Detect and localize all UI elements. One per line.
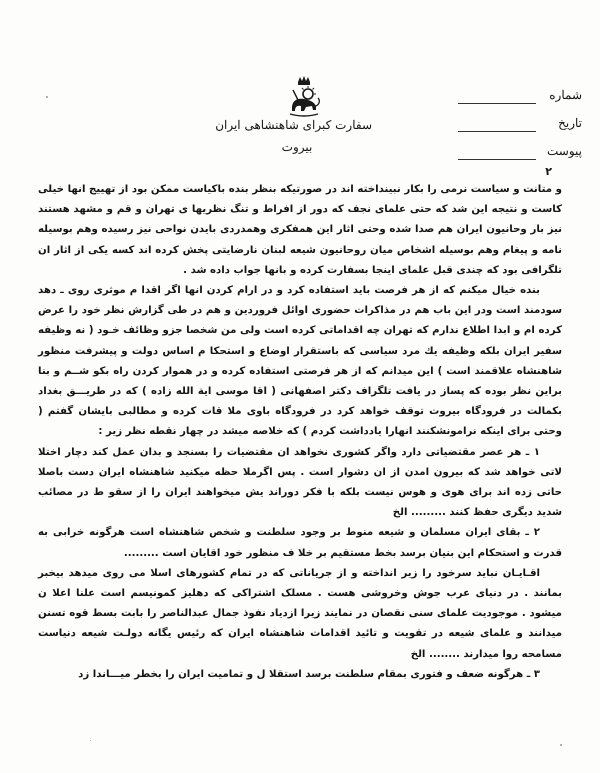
- paragraph-4: ۲ ـ بقای ایران مسلمان و شیعه منوط بر وجود سلطنت و شخص شاهنشاه است هرگونه خرابی به قدرت و استحکام این بنیان برسد بخط مستقیم بر خلا ف منظور خود اقایان است .........: [38, 527, 562, 559]
- date-line: [458, 131, 536, 132]
- scan-speck: [90, 740, 91, 741]
- number-label: شماره: [549, 88, 582, 102]
- page-number: ۲: [545, 165, 552, 178]
- paragraph-3: ۱ ـ هر عصر مقتضیاتی دارد واگر کشوری نخواهد ان مقتضیات را بسنجد و بدان عمل کند دچار اختلا لاتی خواهد شد که بیرون امدن از ان دشوار است . پس اگرملا حظه میکنید شاهنشاه ایران دست باصلا حاتی زده اند برای هوی و هوس نیست بلکه با فکر دوراند یش میخواهند ایران را از سقو ط در مصائب شدید دیگری حفظ کنند ......... الخ: [38, 446, 562, 519]
- paragraph-2: بنده خیال میکنم که از هر فرصت باید استفاده کرد و در ارام کردن انها اگر اقدا م موثری روی ـ دهد سودمند است ودر این باب هم در مذاکرات حضوری اوائل فروردین و هم در طی گزارش نظر خود را عرض کرده ام و ابدا اطلاع ندارم که تهران چه اقداماتی کرده است ولی من شخصا جزو وظائف خـود ( نه وظیفه سفیر ایران بلکه وظیفه یك مرد سیاسی که باستقرار اوضاع و استحکا م اساس دولت و پیشرفت منظور شاهنشاه علاقمند است ) این میدانم که از هر فرصتی استفاده کرده و در هموار کردن راه بکو شــم و بنا براین نظر بوده که پساز در یافت تلگراف دکتر اصفهانی ( اقا موسی ایة الله زاده ) که در طریـــق بغداد بکمالت در فرودگاه بیروت توقف خواهد کرد در فرودگاه باوی ملا قات کرده و مطالبی بایشان گفتم ( وحتی برای اینکه نرامونشکنند انهارا یادداشت کردم ) که خلاصه میشد در چهار نقطه نظر زیر :: [38, 285, 562, 438]
- date-field: [458, 116, 582, 134]
- attachment-field: [458, 144, 582, 162]
- embassy-name: سفارت کبرای شاهنشاهی ایران: [215, 118, 372, 132]
- attachment-line: [458, 159, 536, 160]
- lion-and-sun-crown-emblem-icon: [284, 74, 324, 118]
- paragraph-1: و متانت و سیاست نرمی را بکار نبینداخته اند در صورتیکه بنظر بنده باکیاست ممکن بود از تهییج انها خیلی کاست و نتیجه این شد که حتی علمای نجف که دور از افراط و تنگ نظریها ی تهران و قم و مشهد هستند نیز بار وحانیون ایران هم صدا شده وحتی اثار این همفکری وهمدردی بایدن نواحی نیز رسیده وهم بوسیله نامه و پیغام وهم بوسیله اشخاص میان روحانیون شیعه لبنان نارضایتی پخش کرده اند کسه یکی از اثار ان تلگرافی بود که چندی قبل علمای اینجا بسفارت کرده و بانها جواب داده شد .: [38, 184, 562, 276]
- scan-speck: [46, 96, 48, 98]
- attachment-label: پیوست: [547, 144, 582, 158]
- number-line: [458, 103, 536, 104]
- embassy-city: بیروت: [281, 140, 313, 154]
- number-field: [458, 88, 582, 106]
- letter-body: [38, 180, 562, 685]
- paragraph-5: اقـایـان نباید سرخود را زیر انداخته و از جریاناتی که در تمام کشورهای اسلا می روی میدهد بیخبر بمانند . در دنیای عرب جوش وخروشی هست . مسلک اشتراکی که دهلیز کمونیسم است علنا اعلا ن میشود . موجودیت علمای سنی نقصان در نمایند زیرا ازدیاد نفوذ جمال عبدالناصر را بابت بسط قوه تسنن میدانند و علمای شیعه در تقویت و تائید اقدامات شاهنشاه ایران که رئیس یگانه دولـت شیعه دنیاست مسامحه روا میدارند ........ الخ: [38, 567, 562, 660]
- scan-speck: [560, 744, 562, 746]
- paragraph-6: ۳ ـ هرگونه ضعف و فتوری بمقام سلطنت برسد استقلا ل و تمامیت ایران را بخطر میـــاندا زد: [78, 668, 540, 680]
- date-label: تاریخ: [558, 116, 582, 130]
